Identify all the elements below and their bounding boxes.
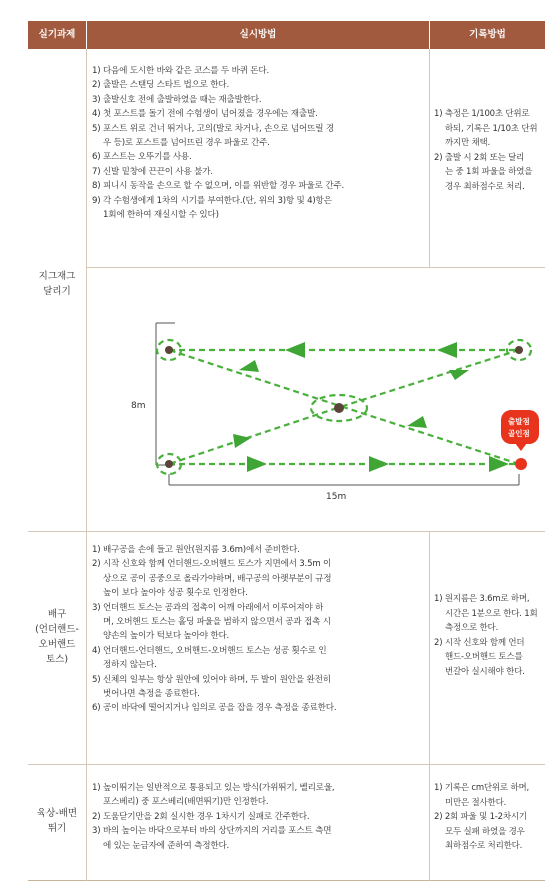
list-item: 2) 시작 신호와 함께 언더핸드-오버핸드 토스가 지면에서 3.5m 이 — [92, 559, 332, 570]
post-center — [334, 403, 344, 413]
zigzag-course-diagram — [87, 268, 545, 531]
task-line: 육상-배면 — [36, 808, 78, 819]
width-label: 15m — [326, 492, 347, 502]
list-item: 포스베리) 중 포스베리(배면뛰기)만 인정한다. — [103, 797, 269, 808]
direction-arrows — [233, 342, 509, 472]
list-item: 1회에 한하여 재실시할 수 있다) — [103, 210, 219, 221]
list-item: 6) 포스트는 오뚜기를 사용. — [92, 152, 192, 163]
list-item: 하되, 기록은 1/10초 단위 — [445, 123, 538, 134]
list-item: 2) 출발 시 2회 또는 달리 — [434, 152, 525, 163]
task-line: 뛰기 — [47, 823, 67, 834]
zigzag-method-list — [92, 64, 427, 222]
volleyball-method-list — [92, 543, 427, 716]
task-line: 오버핸드 — [38, 639, 76, 650]
list-item: 양손의 높이가 턱보다 높아야 한다. — [103, 631, 230, 642]
list-item: 모두 실패 하였을 경우 — [445, 826, 525, 837]
list-item: 1) 원지름은 3.6m로 하며, — [434, 594, 530, 604]
list-item: 측정으로 한다. — [445, 623, 499, 634]
list-item: 1) 다음에 도시한 바와 같은 코스를 두 바퀴 돈다. — [92, 66, 270, 76]
table-header — [28, 21, 545, 49]
course-path — [157, 340, 531, 474]
list-item: 정하지 않는다. — [103, 660, 157, 671]
list-item: 에 있는 눈금자에 준하여 측정한다. — [103, 840, 230, 851]
task-zigzag — [28, 269, 86, 299]
list-item: 4) 언더핸드-언더핸드, 오버핸드-오버핸드 토스는 성공 횟수로 인 — [92, 645, 327, 656]
list-item: 2) 2회 파울 및 1-2차시기 — [434, 812, 527, 823]
start-callout — [501, 410, 539, 451]
header-record: 기록방법 — [469, 29, 506, 40]
list-item: 9) 각 수험생에게 1차의 시기를 부여한다.(단, 위의 3)항 및 4)항은 — [92, 195, 332, 206]
task-line: (언더핸드- — [35, 624, 79, 635]
task-volleyball — [28, 607, 86, 667]
list-item: 우 등)로 포스트를 넘어뜨린 경우 파울로 간주. — [103, 138, 270, 149]
post-bottom-left — [165, 460, 173, 468]
task-high-jump — [28, 806, 86, 836]
task-line: 지그재그 — [38, 271, 76, 282]
list-item: 번갈아 실시해야 한다. — [445, 666, 525, 677]
list-item: 3) 바의 높이는 바닥으로부터 바의 상단까지의 거리를 포스트 측면 — [92, 826, 332, 837]
list-item: 5) 포스트 위로 건너 뛰거나, 고의(발로 차거나, 손으로 넘어뜨릴 경 — [92, 123, 334, 134]
jump-record-list — [434, 781, 544, 854]
post-top-right — [515, 346, 523, 354]
list-item: 7) 신발 밑창에 끈끈이 사용 불가. — [92, 166, 213, 177]
start-label-2: 골인점 — [508, 429, 530, 438]
width-dimension — [169, 474, 519, 485]
list-item: 핸드-오버핸드 토스를 — [445, 652, 523, 663]
jump-method-list — [92, 781, 427, 853]
list-item: 2) 출발은 스탠딩 스타트 법으로 한다. — [92, 80, 230, 91]
list-item: 까지만 채택. — [445, 138, 491, 149]
list-item: 2) 시작 신호와 함께 언더 — [434, 637, 525, 648]
list-item: 최하점수로 처리한다. — [445, 841, 523, 852]
zigzag-record-list — [434, 107, 544, 195]
list-item: 상으로 공이 공중으로 올라가야하며, 배구공의 아랫부분이 규정 — [103, 573, 332, 584]
list-item: 1) 측정은 1/100초 단위로 — [434, 109, 530, 119]
exam-table — [28, 21, 545, 881]
list-item: 벗어나면 측정을 종료한다. — [103, 689, 200, 700]
list-item: 6) 공이 바닥에 떨어지거나 임의로 공을 잡을 경우 측정을 종료한다. — [92, 703, 337, 714]
task-line: 배구 — [47, 609, 67, 620]
list-item: 높이 보다 높아야 성공 횟수로 인정한다. — [103, 588, 248, 599]
list-item: 경우 최하점수로 처리. — [445, 181, 525, 192]
post-top-left — [165, 346, 173, 354]
start-point-marker — [515, 458, 527, 470]
list-item: 미만은 절사한다. — [445, 797, 507, 808]
header-method: 실시방법 — [239, 29, 277, 40]
list-item: 3) 언더핸드 토스는 공과의 접촉이 어깨 아래에서 이루어져야 하 — [92, 602, 324, 613]
start-label-1: 출발점 — [508, 417, 530, 426]
list-item: 1) 기록은 cm단위로 하며, — [434, 783, 529, 793]
list-item: 3) 출발신호 전에 출발하였을 때는 재출발한다. — [92, 94, 262, 105]
height-label: 8m — [131, 401, 146, 411]
header-task: 실기과제 — [38, 29, 76, 40]
list-item: 2) 도움닫기만을 2회 실시한 경우 1차시기 실패로 간주한다. — [92, 811, 310, 822]
list-item: 1) 배구공을 손에 들고 원안(원지름 3.6m)에서 준비한다. — [92, 545, 300, 555]
task-line: 토스) — [45, 654, 69, 665]
list-item: 5) 신체의 일부는 항상 원안에 있어야 하며, 두 발이 원안을 완전히 — [92, 674, 331, 685]
list-item: 1) 높이뛰기는 일반적으로 통용되고 있는 방식(가위뛰기, 벨리로울, — [92, 783, 335, 793]
list-item: 며, 오버핸드 토스는 홀딩 파울을 범하지 않으면서 공과 접촉 시 — [103, 617, 331, 628]
list-item: 시간은 1분으로 한다. 1회 — [445, 608, 538, 619]
list-item: 는 중 1회 파울을 하였을 — [445, 167, 533, 178]
list-item: 8) 피니시 동작을 손으로 할 수 없으며, 이를 위반할 경우 파울로 간주. — [92, 181, 344, 192]
list-item: 4) 첫 포스트를 돌기 전에 수험생이 넘어졌을 경우에는 재출발. — [92, 109, 318, 120]
task-line: 달리기 — [43, 286, 71, 297]
volleyball-record-list — [434, 592, 544, 680]
